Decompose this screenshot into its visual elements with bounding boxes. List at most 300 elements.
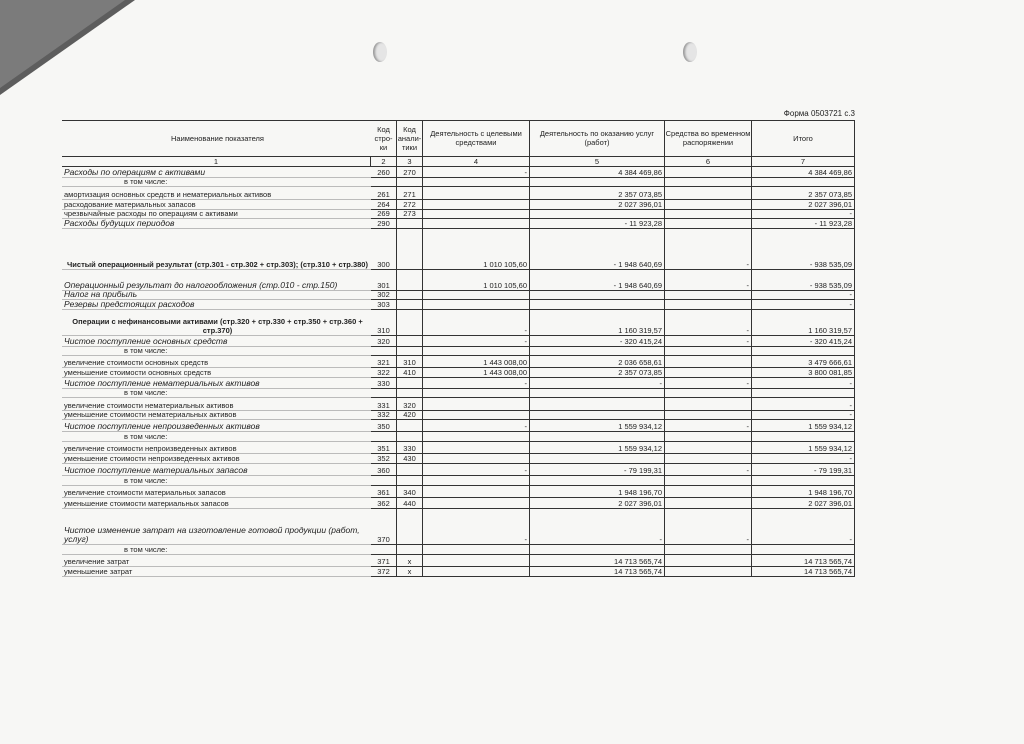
row-372-paid-services xyxy=(530,567,665,577)
row-320-row-code-text: 320 xyxy=(377,337,390,346)
row-310-total-text: 1 160 319,57 xyxy=(808,326,852,335)
row-302-analytic-code xyxy=(397,291,423,300)
row-269-indicator-name xyxy=(62,210,371,219)
row-371-analytic-code-text: x xyxy=(407,557,412,566)
row-322-indicator-name xyxy=(62,368,371,378)
row-372-total-text: 14 713 565,74 xyxy=(804,567,852,576)
row-subhead-row-code xyxy=(371,545,397,555)
row-subhead-paid-services xyxy=(530,389,665,398)
row-372-row-code-text: 372 xyxy=(377,567,390,576)
row-352-analytic-code xyxy=(397,454,423,464)
row-331-row-code xyxy=(371,398,397,411)
row-321-indicator-name xyxy=(62,356,371,368)
row-360-analytic-code xyxy=(397,464,423,476)
row-332-analytic-code xyxy=(397,411,423,420)
row-subhead-indicator-name xyxy=(62,347,371,356)
row-subhead-temporary-funds xyxy=(665,476,752,486)
row-331-row-code-text: 331 xyxy=(377,401,390,410)
row-351-paid-services xyxy=(530,442,665,454)
row-261-total xyxy=(752,187,855,200)
header-total xyxy=(752,120,855,157)
row-320-total xyxy=(752,336,855,347)
row-330-total xyxy=(752,378,855,389)
row-290-paid-services-text: - 11 923,28 xyxy=(624,219,662,228)
row-261-targeted-funds xyxy=(423,187,530,200)
row-subhead-indicator-name xyxy=(62,389,371,398)
row-261-paid-services-text: 2 357 073,85 xyxy=(618,190,662,199)
row-360-total-text: - 79 199,31 xyxy=(814,466,852,475)
header-indicator-name xyxy=(62,120,371,157)
row-subhead-paid-services xyxy=(530,347,665,356)
row-subhead-analytic-code xyxy=(397,178,423,187)
row-370-total-text: - xyxy=(849,535,852,544)
row-303-row-code xyxy=(371,300,397,310)
row-362-indicator-name-text: уменьшение стоимости материальных запасов xyxy=(64,499,229,508)
row-subhead-analytic-code xyxy=(397,347,423,356)
row-330-temporary-funds xyxy=(665,378,752,389)
row-322-paid-services-text: 2 357 073,85 xyxy=(618,368,662,377)
row-264-analytic-code-text: 272 xyxy=(403,200,416,209)
column-number-2-text: 2 xyxy=(381,157,386,166)
row-301-paid-services xyxy=(530,270,665,291)
row-350-row-code xyxy=(371,420,397,432)
row-subhead-analytic-code xyxy=(397,545,423,555)
row-269-analytic-code-text: 273 xyxy=(403,210,416,218)
row-320-row-code xyxy=(371,336,397,347)
row-269-analytic-code xyxy=(397,210,423,219)
row-322-total xyxy=(752,368,855,378)
row-352-paid-services xyxy=(530,454,665,464)
row-332-total xyxy=(752,411,855,420)
row-321-total-text: 3 479 666,61 xyxy=(808,358,852,367)
row-362-temporary-funds xyxy=(665,498,752,509)
row-303-total-text: - xyxy=(849,300,852,309)
row-302-targeted-funds xyxy=(423,291,530,300)
row-371-targeted-funds xyxy=(423,555,530,567)
row-352-total-text: - xyxy=(849,454,852,463)
column-number-7-text: 7 xyxy=(800,157,806,166)
row-260-temporary-funds xyxy=(665,167,752,178)
row-320-total-text: - 320 415,24 xyxy=(809,337,852,346)
row-310-row-code xyxy=(371,310,397,336)
row-310-row-code-text: 310 xyxy=(377,326,390,335)
scan-corner-shadow xyxy=(0,0,125,88)
header-row-code xyxy=(371,120,397,157)
row-321-temporary-funds xyxy=(665,356,752,368)
row-332-analytic-code-text: 420 xyxy=(403,411,416,419)
row-371-row-code xyxy=(371,555,397,567)
row-350-paid-services-text: 1 559 934,12 xyxy=(618,422,662,431)
row-332-row-code xyxy=(371,411,397,420)
row-301-temporary-funds-text: - xyxy=(746,281,749,290)
row-322-paid-services xyxy=(530,368,665,378)
row-360-paid-services-text: - 79 199,31 xyxy=(624,466,662,475)
row-352-targeted-funds xyxy=(423,454,530,464)
header-paid-services-text: Деятельность по оказанию услуг (работ) xyxy=(539,129,655,147)
row-303-analytic-code xyxy=(397,300,423,310)
row-330-targeted-funds xyxy=(423,378,530,389)
row-260-total-text: 4 384 469,86 xyxy=(808,168,852,177)
row-310-targeted-funds-text: - xyxy=(524,326,527,335)
row-subhead-indicator-name xyxy=(62,545,371,555)
column-number-3 xyxy=(397,157,423,167)
row-subhead-indicator-name-text: в том числе: xyxy=(124,476,168,485)
column-number-6-text: 6 xyxy=(705,157,711,166)
row-361-indicator-name xyxy=(62,486,371,498)
row-351-total xyxy=(752,442,855,454)
row-302-indicator-name xyxy=(62,291,371,300)
row-360-total xyxy=(752,464,855,476)
row-290-analytic-code xyxy=(397,219,423,229)
row-331-indicator-name-text: увеличение стоимости нематериальных активов xyxy=(64,401,234,410)
row-371-analytic-code xyxy=(397,555,423,567)
row-302-total-text: - xyxy=(849,291,852,299)
row-370-total xyxy=(752,509,855,545)
column-number-1-text: 1 xyxy=(213,157,219,166)
row-322-analytic-code xyxy=(397,368,423,378)
row-352-indicator-name-text: уменьшение стоимости непроизведенных активов xyxy=(64,454,240,463)
row-300-row-code-text: 300 xyxy=(377,260,390,269)
row-269-paid-services xyxy=(530,210,665,219)
row-370-indicator-name-text: Чистое изменение затрат на изготовление готовой продукции (работ, услуг) xyxy=(64,525,360,544)
row-subhead-targeted-funds xyxy=(423,432,530,442)
row-301-row-code xyxy=(371,270,397,291)
row-370-analytic-code xyxy=(397,509,423,545)
header-row-code-text: Код стро-ки xyxy=(374,124,393,152)
row-361-targeted-funds xyxy=(423,486,530,498)
row-301-paid-services-text: - 1 948 640,69 xyxy=(613,281,662,290)
row-subhead-temporary-funds xyxy=(665,347,752,356)
row-360-temporary-funds xyxy=(665,464,752,476)
row-352-analytic-code-text: 430 xyxy=(403,454,416,463)
row-301-targeted-funds-text: 1 010 105,60 xyxy=(483,281,527,290)
row-321-analytic-code-text: 310 xyxy=(403,358,416,367)
row-subhead-row-code xyxy=(371,476,397,486)
row-330-paid-services xyxy=(530,378,665,389)
row-264-indicator-name-text: расходование материальных запасов xyxy=(64,200,196,209)
row-352-total xyxy=(752,454,855,464)
row-300-row-code xyxy=(371,229,397,270)
row-subhead-total xyxy=(752,178,855,187)
row-260-analytic-code-text: 270 xyxy=(403,168,416,177)
row-332-targeted-funds xyxy=(423,411,530,420)
row-subhead-row-code xyxy=(371,178,397,187)
row-301-indicator-name-text: Операционный результат до налогообложения (стр.010 - стр.150) xyxy=(64,280,338,290)
row-261-indicator-name xyxy=(62,187,371,200)
row-372-total xyxy=(752,567,855,577)
row-260-targeted-funds-text: - xyxy=(524,168,527,177)
header-targeted-funds-text: Деятельность с целевыми средствами xyxy=(430,129,522,147)
row-322-row-code xyxy=(371,368,397,378)
row-subhead-targeted-funds xyxy=(423,178,530,187)
row-300-total-text: - 938 535,09 xyxy=(809,260,852,269)
row-372-analytic-code-text: x xyxy=(407,567,412,576)
row-360-targeted-funds xyxy=(423,464,530,476)
row-322-total-text: 3 800 081,85 xyxy=(808,368,852,377)
row-362-total xyxy=(752,498,855,509)
row-290-total-text: - 11 923,28 xyxy=(814,219,852,228)
row-303-paid-services xyxy=(530,300,665,310)
header-temporary-funds xyxy=(665,120,752,157)
row-subhead-temporary-funds xyxy=(665,178,752,187)
row-371-paid-services-text: 14 713 565,74 xyxy=(614,557,662,566)
header-targeted-funds xyxy=(423,120,530,157)
row-371-indicator-name xyxy=(62,555,371,567)
row-370-targeted-funds xyxy=(423,509,530,545)
row-362-targeted-funds xyxy=(423,498,530,509)
row-301-indicator-name xyxy=(62,270,371,291)
row-290-row-code xyxy=(371,219,397,229)
row-303-total xyxy=(752,300,855,310)
row-264-total xyxy=(752,200,855,210)
row-361-total xyxy=(752,486,855,498)
row-331-paid-services xyxy=(530,398,665,411)
row-310-targeted-funds xyxy=(423,310,530,336)
row-330-paid-services-text: - xyxy=(659,379,662,388)
row-300-targeted-funds-text: 1 010 105,60 xyxy=(483,260,527,269)
row-300-total xyxy=(752,229,855,270)
row-261-row-code-text: 261 xyxy=(377,190,390,199)
column-number-7 xyxy=(752,157,855,167)
row-322-temporary-funds xyxy=(665,368,752,378)
row-260-indicator-name xyxy=(62,167,371,178)
row-330-row-code-text: 330 xyxy=(377,379,390,388)
column-number-4-text: 4 xyxy=(473,157,479,166)
row-331-analytic-code xyxy=(397,398,423,411)
column-number-5-text: 5 xyxy=(594,157,600,166)
row-372-analytic-code xyxy=(397,567,423,577)
header-temporary-funds-text: Средства во временном распоряжении xyxy=(665,129,751,147)
row-370-temporary-funds xyxy=(665,509,752,545)
header-analytic-code-text: Код анали-тики xyxy=(397,124,422,152)
row-269-total-text: - xyxy=(849,210,852,218)
row-371-row-code-text: 371 xyxy=(377,557,390,566)
row-362-indicator-name xyxy=(62,498,371,509)
row-290-temporary-funds xyxy=(665,219,752,229)
row-300-temporary-funds-text: - xyxy=(746,260,749,269)
row-260-paid-services xyxy=(530,167,665,178)
row-372-targeted-funds xyxy=(423,567,530,577)
row-370-paid-services-text: - xyxy=(659,535,662,544)
row-301-total xyxy=(752,270,855,291)
row-300-paid-services xyxy=(530,229,665,270)
row-303-targeted-funds xyxy=(423,300,530,310)
row-subhead-indicator-name xyxy=(62,178,371,187)
row-322-indicator-name-text: уменьшение стоимости основных средств xyxy=(64,368,212,377)
row-264-temporary-funds xyxy=(665,200,752,210)
row-321-row-code-text: 321 xyxy=(377,358,390,367)
row-330-row-code xyxy=(371,378,397,389)
row-320-analytic-code xyxy=(397,336,423,347)
row-261-indicator-name-text: амортизация основных средств и нематериальных активов xyxy=(64,190,272,199)
row-330-total-text: - xyxy=(849,379,852,388)
row-261-temporary-funds xyxy=(665,187,752,200)
row-269-indicator-name-text: чрезвычайные расходы по операциям с активами xyxy=(64,210,238,218)
row-290-targeted-funds xyxy=(423,219,530,229)
row-362-total-text: 2 027 396,01 xyxy=(808,499,852,508)
row-321-indicator-name-text: увеличение стоимости основных средств xyxy=(64,358,209,367)
row-351-indicator-name xyxy=(62,442,371,454)
row-subhead-paid-services xyxy=(530,178,665,187)
row-332-paid-services xyxy=(530,411,665,420)
row-350-indicator-name xyxy=(62,420,371,432)
row-260-row-code xyxy=(371,167,397,178)
header-paid-services xyxy=(530,120,665,157)
row-300-targeted-funds xyxy=(423,229,530,270)
row-371-temporary-funds xyxy=(665,555,752,567)
row-332-row-code-text: 332 xyxy=(377,411,390,419)
row-321-targeted-funds-text: 1 443 008,00 xyxy=(483,358,527,367)
row-352-row-code xyxy=(371,454,397,464)
header-indicator-name-text: Наименование показателя xyxy=(171,133,264,143)
row-subhead-indicator-name xyxy=(62,432,371,442)
row-370-row-code xyxy=(371,509,397,545)
row-330-indicator-name-text: Чистое поступление нематериальных активов xyxy=(64,378,260,388)
row-290-paid-services xyxy=(530,219,665,229)
row-302-paid-services xyxy=(530,291,665,300)
row-264-analytic-code xyxy=(397,200,423,210)
row-subhead-paid-services xyxy=(530,432,665,442)
row-subhead-temporary-funds xyxy=(665,545,752,555)
row-300-temporary-funds xyxy=(665,229,752,270)
row-321-row-code xyxy=(371,356,397,368)
row-320-paid-services xyxy=(530,336,665,347)
row-370-targeted-funds-text: - xyxy=(524,535,527,544)
row-352-indicator-name xyxy=(62,454,371,464)
row-269-row-code xyxy=(371,210,397,219)
row-subhead-targeted-funds xyxy=(423,347,530,356)
row-361-paid-services xyxy=(530,486,665,498)
row-360-targeted-funds-text: - xyxy=(524,466,527,475)
row-370-paid-services xyxy=(530,509,665,545)
row-subhead-paid-services xyxy=(530,545,665,555)
row-371-indicator-name-text: увеличение затрат xyxy=(64,557,130,566)
row-332-temporary-funds xyxy=(665,411,752,420)
row-332-indicator-name xyxy=(62,411,371,420)
row-360-indicator-name-text: Чистое поступление материальных запасов xyxy=(64,465,248,475)
row-351-indicator-name-text: увеличение стоимости непроизведенных активов xyxy=(64,444,237,453)
row-330-targeted-funds-text: - xyxy=(524,379,527,388)
header-analytic-code xyxy=(397,120,423,157)
row-subhead-analytic-code xyxy=(397,476,423,486)
row-361-row-code-text: 361 xyxy=(377,488,390,497)
row-361-analytic-code xyxy=(397,486,423,498)
row-361-total-text: 1 948 196,70 xyxy=(808,488,852,497)
row-300-analytic-code xyxy=(397,229,423,270)
row-362-row-code xyxy=(371,498,397,509)
row-351-row-code xyxy=(371,442,397,454)
punch-hole xyxy=(373,42,387,62)
column-number-6 xyxy=(665,157,752,167)
row-350-analytic-code xyxy=(397,420,423,432)
row-subhead-temporary-funds xyxy=(665,432,752,442)
column-number-5 xyxy=(530,157,665,167)
row-310-indicator-name-text: Операции с нефинансовыми активами (стр.320 + стр.330 + стр.350 + стр.360 + стр.370) xyxy=(72,317,363,335)
row-370-temporary-funds-text: - xyxy=(746,535,749,544)
row-310-paid-services xyxy=(530,310,665,336)
row-351-paid-services-text: 1 559 934,12 xyxy=(618,444,662,453)
row-350-temporary-funds-text: - xyxy=(746,422,749,431)
row-321-analytic-code xyxy=(397,356,423,368)
row-351-total-text: 1 559 934,12 xyxy=(808,444,852,453)
row-300-indicator-name-text: Чистый операционный результат (стр.301 - стр.302 + стр.303); (стр.310 + стр.380) xyxy=(67,260,368,269)
row-332-total-text: - xyxy=(849,411,852,419)
row-subhead-indicator-name-text: в том числе: xyxy=(124,432,168,441)
row-330-indicator-name xyxy=(62,378,371,389)
row-subhead-indicator-name-text: в том числе: xyxy=(124,389,168,397)
row-331-total xyxy=(752,398,855,411)
form-label: Форма 0503721 с.3 xyxy=(783,109,855,118)
row-331-targeted-funds xyxy=(423,398,530,411)
row-303-row-code-text: 303 xyxy=(377,300,390,309)
row-352-temporary-funds xyxy=(665,454,752,464)
row-subhead-total xyxy=(752,389,855,398)
row-264-row-code xyxy=(371,200,397,210)
row-361-temporary-funds xyxy=(665,486,752,498)
row-303-indicator-name xyxy=(62,300,371,310)
row-351-targeted-funds xyxy=(423,442,530,454)
row-371-total-text: 14 713 565,74 xyxy=(804,557,852,566)
row-290-total xyxy=(752,219,855,229)
row-subhead-analytic-code xyxy=(397,432,423,442)
column-number-3-text: 3 xyxy=(407,157,412,166)
row-300-paid-services-text: - 1 948 640,69 xyxy=(613,260,662,269)
row-310-analytic-code xyxy=(397,310,423,336)
row-subhead-total xyxy=(752,545,855,555)
row-351-analytic-code-text: 330 xyxy=(403,444,416,453)
row-361-analytic-code-text: 340 xyxy=(403,488,416,497)
row-subhead-paid-services xyxy=(530,476,665,486)
row-361-row-code xyxy=(371,486,397,498)
row-264-paid-services-text: 2 027 396,01 xyxy=(618,200,662,209)
row-321-paid-services xyxy=(530,356,665,368)
row-302-row-code xyxy=(371,291,397,300)
row-303-temporary-funds xyxy=(665,300,752,310)
row-264-row-code-text: 264 xyxy=(377,200,390,209)
row-300-indicator-name xyxy=(62,229,371,270)
row-subhead-total xyxy=(752,347,855,356)
row-260-total xyxy=(752,167,855,178)
row-301-row-code-text: 301 xyxy=(377,281,390,290)
row-362-analytic-code xyxy=(397,498,423,509)
row-subhead-total xyxy=(752,432,855,442)
row-322-targeted-funds-text: 1 443 008,00 xyxy=(483,368,527,377)
header-total-text: Итого xyxy=(793,133,813,143)
row-320-temporary-funds xyxy=(665,336,752,347)
row-360-row-code-text: 360 xyxy=(377,466,390,475)
row-264-total-text: 2 027 396,01 xyxy=(808,200,852,209)
row-350-row-code-text: 350 xyxy=(377,422,390,431)
row-301-total-text: - 938 535,09 xyxy=(809,281,852,290)
row-260-targeted-funds xyxy=(423,167,530,178)
row-362-row-code-text: 362 xyxy=(377,499,390,508)
row-350-temporary-funds xyxy=(665,420,752,432)
row-320-paid-services-text: - 320 415,24 xyxy=(619,337,662,346)
row-260-indicator-name-text: Расходы по операциям с активами xyxy=(64,167,206,177)
row-310-temporary-funds-text: - xyxy=(746,326,749,335)
financial-table xyxy=(62,120,855,700)
row-302-total xyxy=(752,291,855,300)
column-number-2 xyxy=(371,157,397,167)
row-350-total xyxy=(752,420,855,432)
row-subhead-targeted-funds xyxy=(423,476,530,486)
row-322-analytic-code-text: 410 xyxy=(403,368,416,377)
row-260-paid-services-text: 4 384 469,86 xyxy=(618,168,662,177)
row-301-analytic-code xyxy=(397,270,423,291)
row-261-analytic-code xyxy=(397,187,423,200)
row-372-indicator-name xyxy=(62,567,371,577)
row-331-total-text: - xyxy=(849,401,852,410)
